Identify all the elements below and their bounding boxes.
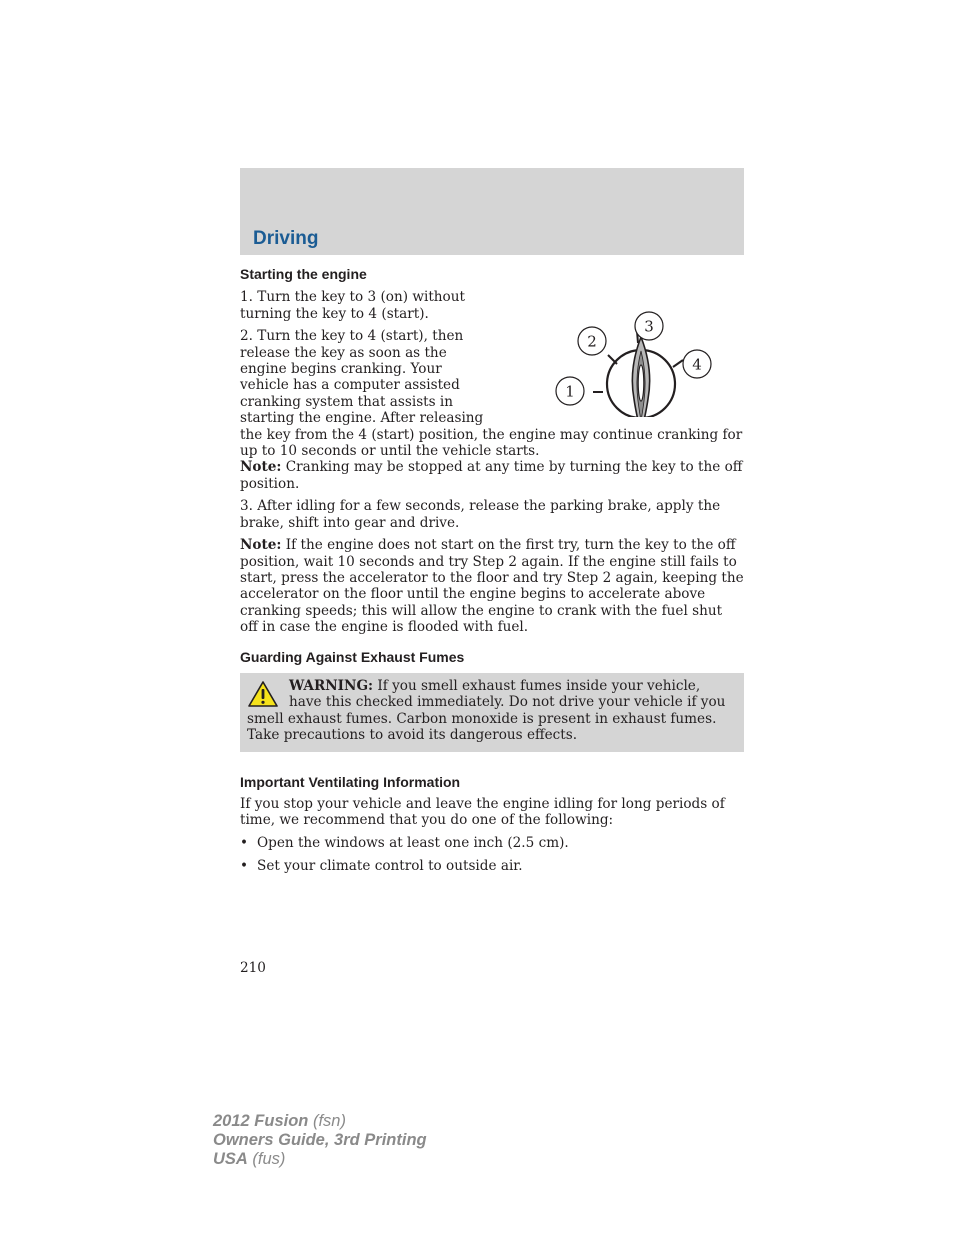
section-header-band: [240, 168, 744, 255]
warning-box: [240, 673, 744, 752]
footer-market: USA: [213, 1150, 248, 1168]
heading-starting-engine: Starting the engine: [240, 266, 367, 282]
heading-exhaust-fumes: Guarding Against Exhaust Fumes: [240, 648, 465, 665]
list-item-text: Open the windows at least one inch (2.5 cm).: [257, 834, 569, 851]
step-3-text: 3. After idling for a few seconds, release the parking brake, apply the brake, shift into gear and drive.: [240, 498, 721, 531]
note-1-text: Cranking may be stopped at any time by turning the key to the off position.: [240, 459, 743, 492]
svg-text:1: 1: [565, 382, 575, 401]
ignition-key-icon: [486, 289, 744, 417]
ignition-key-figure: [486, 289, 744, 417]
page-content: [240, 266, 744, 875]
section-title: Driving: [253, 228, 319, 249]
footer-model-code: (fsn): [308, 1112, 346, 1130]
list-item-text: Set your climate control to outside air.: [257, 858, 523, 875]
list-item: [240, 835, 744, 851]
position-2-label: [578, 327, 606, 355]
footer-model: 2012 Fusion: [213, 1112, 309, 1130]
position-3-label: [635, 312, 663, 340]
bullet-icon: •: [240, 834, 249, 851]
list-item: [240, 858, 744, 874]
warning-body: If you smell exhaust fumes inside your vehicle, have this checked immediately. Do not drive your vehicle if you smell exhaust fumes. Carbon monoxide is present in exhaust fumes. Take precautions to avoid its dangerous effects.: [247, 677, 726, 744]
svg-text:4: 4: [692, 355, 702, 374]
step-2-text: 2. Turn the key to 4 (start), then release the key as soon as the engine begins cranking. Your vehicle has a computer assisted cranking system that assists in starting the engine. After releasing the key from the 4 (start) position, the engine may continue cranking for up to 10 seconds or until the vehicle starts.: [240, 328, 743, 460]
warning-label: WARNING:: [289, 677, 374, 694]
footer-guide: Owners Guide, 3rd Printing: [213, 1131, 427, 1149]
ventilating-intro: If you stop your vehicle and leave the engine idling for long periods of time, we recommend that you do one of the following:: [240, 795, 725, 829]
note-2: [240, 537, 744, 635]
heading-ventilating: Important Ventilating Information: [240, 773, 461, 790]
note-2-text: If the engine does not start on the first try, turn the key to the off position, wait 10 seconds and try Step 2 again. If the engine still fails to start, press the accelerator to the floor and try Step 2 again, keeping the accelerator on the floor until the engine begins to accelerate above cranking speeds; this will allow the engine to crank with the fuel shut off in case the engine is flooded with fuel.: [240, 537, 744, 636]
footer: [213, 1112, 427, 1169]
note-2-label: Note:: [240, 537, 282, 554]
footer-market-code: (fus): [247, 1150, 286, 1168]
step-1-text: 1. Turn the key to 3 (on) without turning the key to 4 (start).: [240, 289, 465, 322]
note-1-label: Note:: [240, 459, 282, 476]
position-1-label: [556, 377, 584, 405]
warning-triangle-icon: [247, 680, 279, 708]
position-4-label: [683, 350, 711, 378]
svg-text:3: 3: [644, 317, 654, 336]
ventilating-list: [240, 835, 744, 875]
page-number: 210: [240, 960, 266, 976]
bullet-icon: •: [240, 858, 249, 875]
svg-text:2: 2: [587, 332, 597, 351]
warning-text: [247, 678, 736, 744]
note-1: [240, 459, 744, 492]
